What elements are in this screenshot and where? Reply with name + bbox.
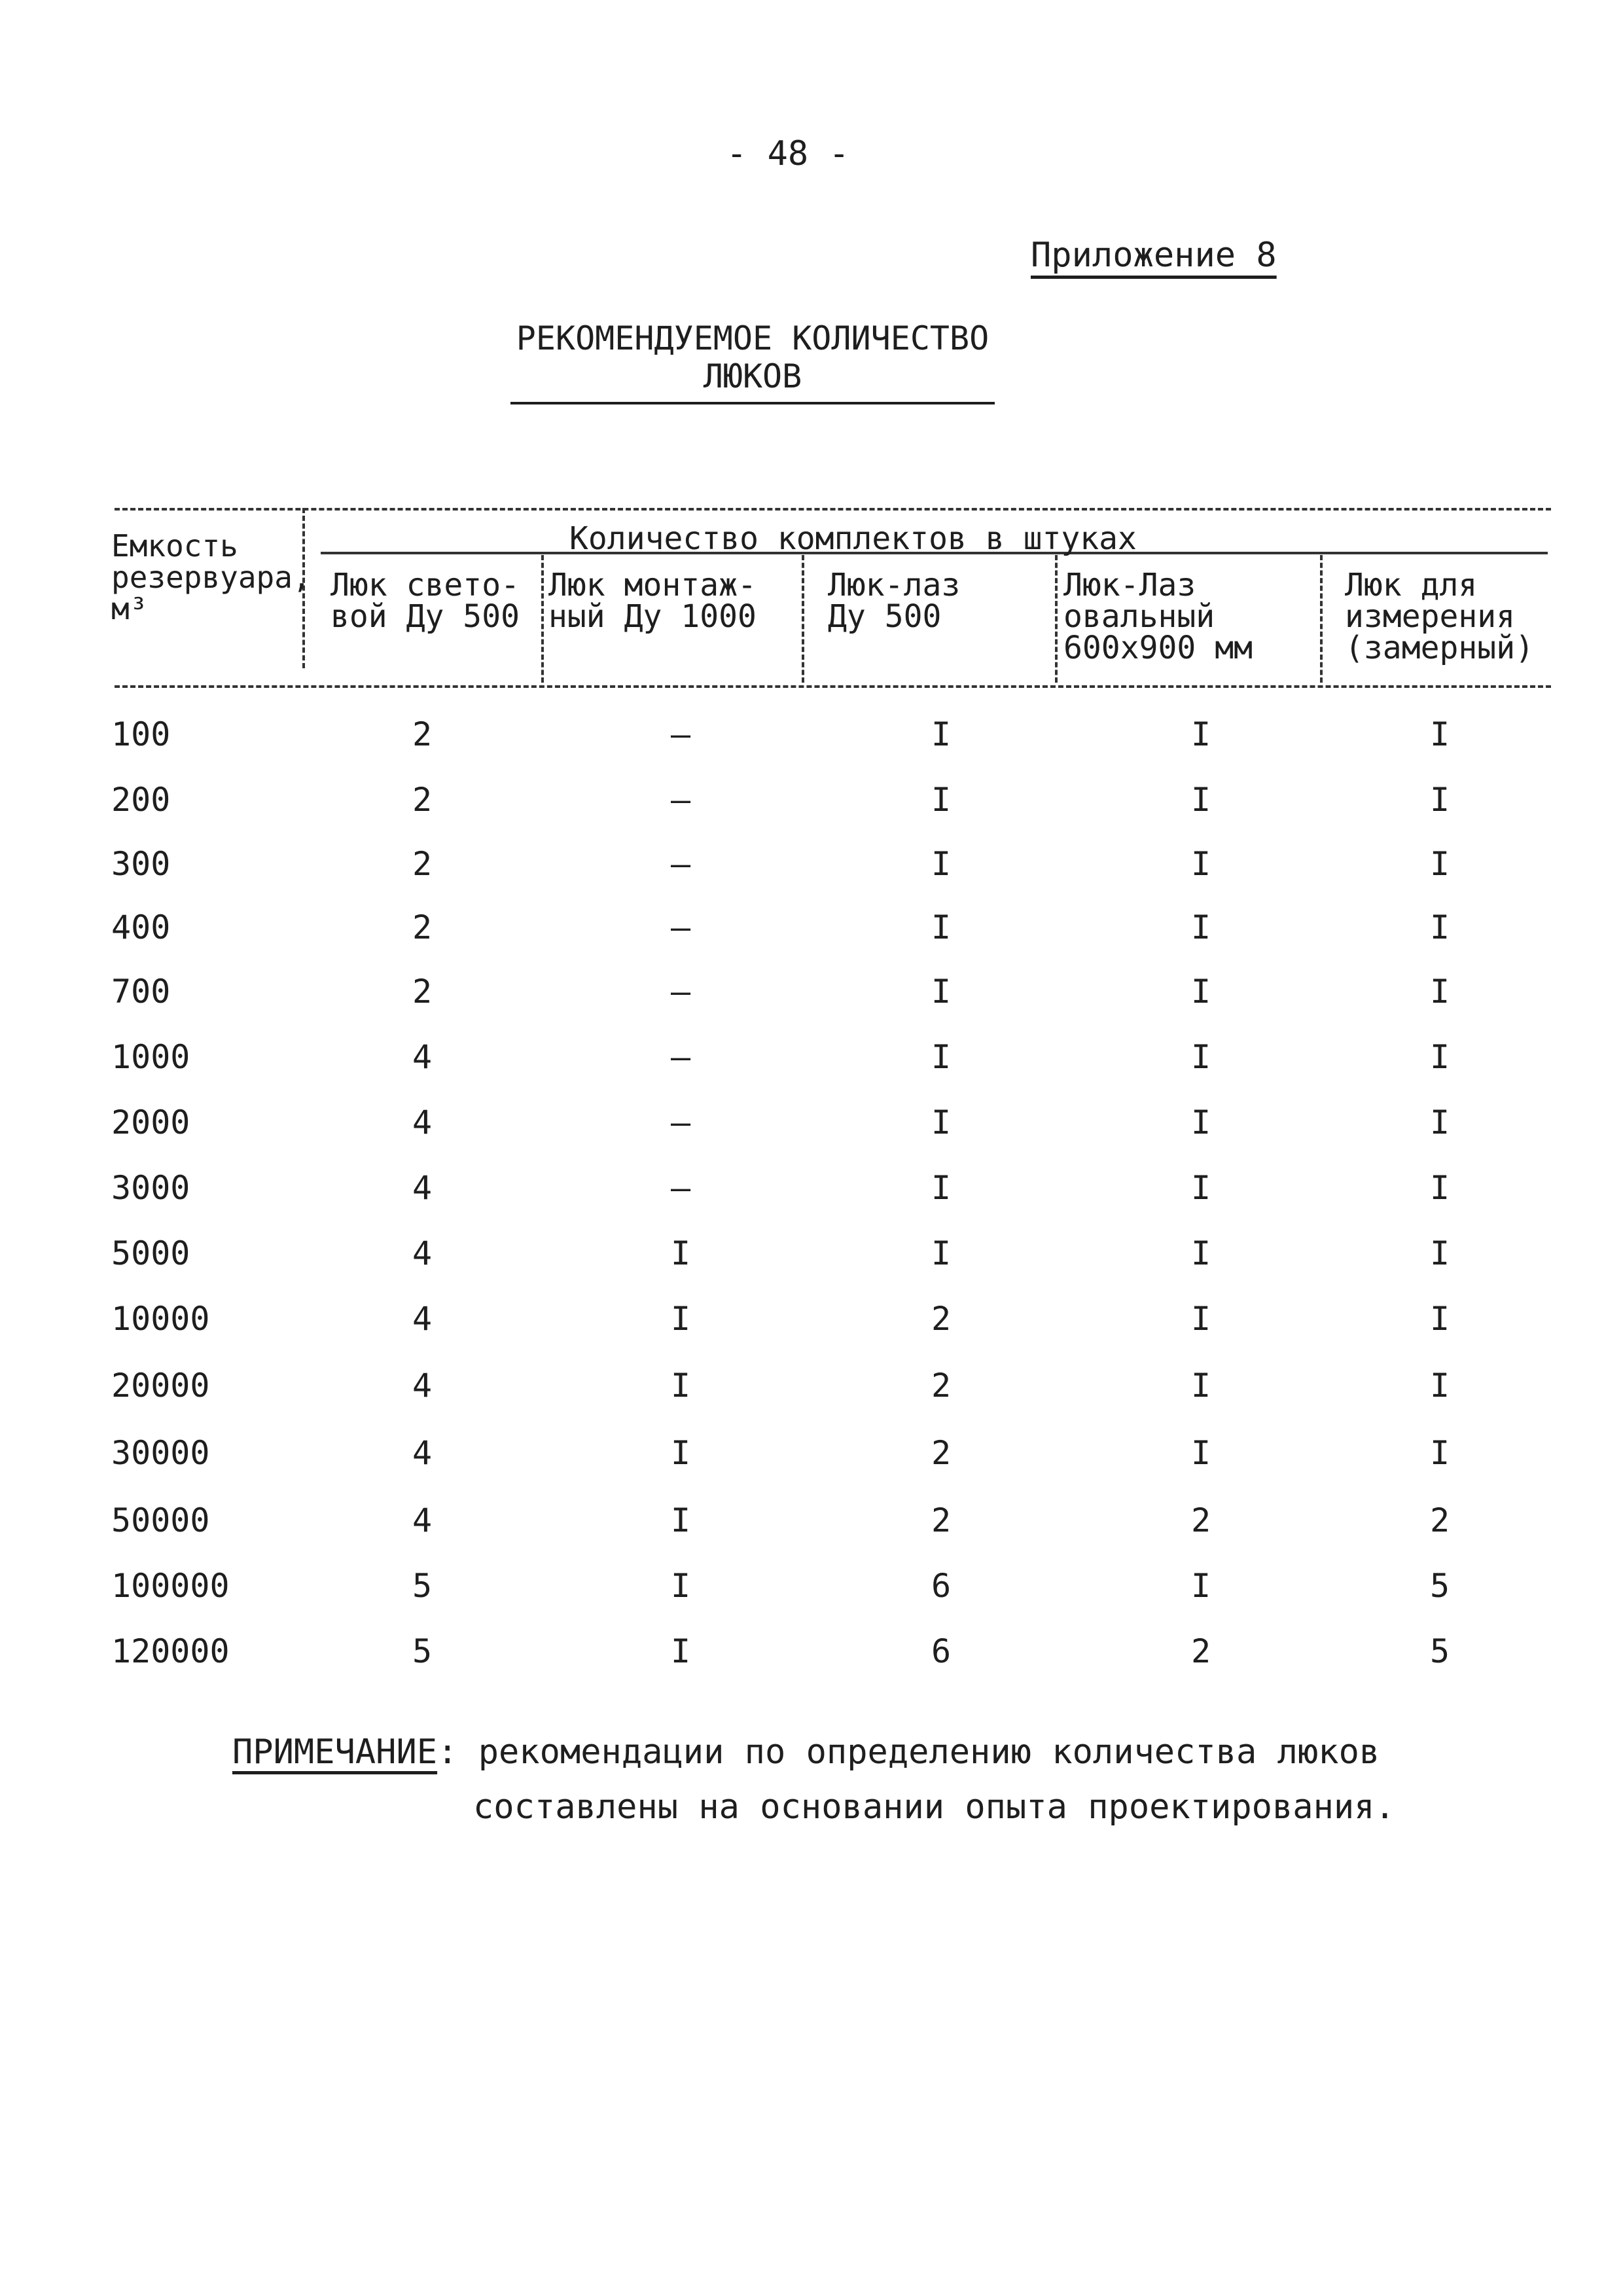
oval-manhole-cell: I: [1190, 1038, 1211, 1076]
capacity-cell: 1000: [111, 1038, 190, 1076]
note-block: [232, 1725, 1395, 1827]
manhole-cell: I: [931, 715, 952, 753]
mounting-hatch-cell: –: [670, 845, 691, 883]
manhole-cell: I: [931, 973, 952, 1011]
mounting-hatch-cell: –: [670, 1169, 691, 1207]
column-divider: [541, 555, 544, 683]
mounting-hatch-cell: I: [670, 1434, 691, 1472]
light-hatch-cell: 4: [412, 1038, 433, 1076]
manhole-cell: I: [931, 1103, 952, 1141]
table-row: [0, 1632, 1623, 1697]
mounting-hatch-cell: –: [670, 781, 691, 819]
gauging-hatch-cell: 5: [1429, 1632, 1450, 1670]
manhole-cell: I: [931, 1169, 952, 1207]
table-row: [0, 972, 1623, 1037]
light-hatch-cell: 5: [412, 1632, 433, 1670]
table-row: [0, 844, 1623, 910]
light-hatch-cell: 4: [412, 1103, 433, 1141]
mounting-hatch-cell: –: [670, 715, 691, 753]
oval-manhole-cell: I: [1190, 1434, 1211, 1472]
capacity-column-header: Емкость резервуара, м³: [111, 528, 311, 626]
oval-manhole-cell: 2: [1190, 1501, 1211, 1539]
mounting-hatch-cell: –: [670, 908, 691, 946]
gauging-hatch-cell: 5: [1429, 1567, 1450, 1605]
table-row: [0, 1103, 1623, 1168]
light-hatch-cell: 4: [412, 1434, 433, 1472]
gauging-hatch-cell: I: [1429, 1038, 1450, 1076]
quantity-group-header: Количество комплектов в штуках: [569, 520, 1137, 557]
manhole-cell: I: [931, 781, 952, 819]
gauging-hatch-cell: 2: [1429, 1501, 1450, 1539]
mounting-hatch-cell: I: [670, 1367, 691, 1405]
table-row: [0, 780, 1623, 846]
capacity-cell: 120000: [111, 1632, 230, 1670]
note-text-line-1: : рекомендации по определению количества люков: [437, 1732, 1380, 1772]
oval-manhole-cell: I: [1190, 973, 1211, 1011]
table-top-rule: [115, 508, 1551, 511]
manhole-cell: 6: [931, 1632, 952, 1670]
gauging-hatch-cell: I: [1429, 1169, 1450, 1207]
page-number: - 48 -: [726, 134, 849, 173]
oval-manhole-cell: I: [1190, 1169, 1211, 1207]
note-label: ПРИМЕЧАНИЕ: [232, 1732, 438, 1772]
table-row: [0, 1299, 1623, 1365]
table-row: [0, 1168, 1623, 1234]
gauging-hatch-cell: I: [1429, 1367, 1450, 1405]
manhole-cell: I: [931, 1234, 952, 1272]
light-hatch-cell: 5: [412, 1567, 433, 1605]
column-header-light-hatch: Люк свето- вой Ду 500: [330, 567, 520, 635]
table-row: [0, 1501, 1623, 1566]
column-header-manhole: Люк-лаз Ду 500: [828, 567, 961, 635]
mounting-hatch-cell: –: [670, 1103, 691, 1141]
gauging-hatch-cell: I: [1429, 845, 1450, 883]
capacity-cell: 20000: [111, 1367, 210, 1405]
oval-manhole-cell: I: [1190, 1567, 1211, 1605]
light-hatch-cell: 4: [412, 1234, 433, 1272]
note-text-line-2: составлены на основании опыта проектирования.: [473, 1787, 1395, 1827]
manhole-cell: 2: [931, 1367, 952, 1405]
capacity-cell: 3000: [111, 1169, 190, 1207]
manhole-cell: I: [931, 908, 952, 946]
gauging-hatch-cell: I: [1429, 1300, 1450, 1338]
light-hatch-cell: 4: [412, 1367, 433, 1405]
manhole-cell: I: [931, 845, 952, 883]
capacity-cell: 300: [111, 845, 171, 883]
column-divider: [1055, 555, 1058, 683]
capacity-cell: 200: [111, 781, 171, 819]
light-hatch-cell: 4: [412, 1300, 433, 1338]
oval-manhole-cell: I: [1190, 781, 1211, 819]
gauging-hatch-cell: I: [1429, 715, 1450, 753]
mounting-hatch-cell: I: [670, 1234, 691, 1272]
capacity-cell: 700: [111, 973, 171, 1011]
capacity-cell: 100000: [111, 1567, 230, 1605]
mounting-hatch-cell: I: [670, 1632, 691, 1670]
table-row: [0, 1234, 1623, 1299]
light-hatch-cell: 2: [412, 908, 433, 946]
capacity-cell: 10000: [111, 1300, 210, 1338]
column-header-gauging-hatch: Люк для измерения (замерный): [1345, 567, 1534, 666]
capacity-cell: 50000: [111, 1501, 210, 1539]
column-divider: [1320, 555, 1323, 683]
appendix-label: Приложение 8: [1031, 236, 1277, 275]
mounting-hatch-cell: –: [670, 973, 691, 1011]
mounting-hatch-cell: I: [670, 1300, 691, 1338]
mounting-hatch-cell: –: [670, 1038, 691, 1076]
table-row: [0, 1366, 1623, 1431]
gauging-hatch-cell: I: [1429, 1234, 1450, 1272]
mounting-hatch-cell: I: [670, 1501, 691, 1539]
light-hatch-cell: 4: [412, 1169, 433, 1207]
light-hatch-cell: 2: [412, 715, 433, 753]
table-row: [0, 1566, 1623, 1632]
manhole-cell: I: [931, 1038, 952, 1076]
gauging-hatch-cell: I: [1429, 1103, 1450, 1141]
capacity-cell: 400: [111, 908, 171, 946]
title-line-1: РЕКОМЕНДУЕМОЕ КОЛИЧЕСТВО: [516, 319, 990, 357]
column-header-mounting-hatch: Люк монтаж- ный Ду 1000: [548, 567, 757, 635]
capacity-cell: 2000: [111, 1103, 190, 1141]
gauging-hatch-cell: I: [1429, 908, 1450, 946]
oval-manhole-cell: I: [1190, 1367, 1211, 1405]
manhole-cell: 2: [931, 1501, 952, 1539]
manhole-cell: 6: [931, 1567, 952, 1605]
gauging-hatch-cell: I: [1429, 1434, 1450, 1472]
oval-manhole-cell: 2: [1190, 1632, 1211, 1670]
column-divider: [802, 555, 804, 683]
light-hatch-cell: 2: [412, 845, 433, 883]
document-title: [510, 319, 995, 404]
capacity-cell: 100: [111, 715, 171, 753]
table-row: [0, 908, 1623, 973]
manhole-cell: 2: [931, 1300, 952, 1338]
table-header-bottom-rule: [115, 685, 1551, 688]
capacity-cell: 30000: [111, 1434, 210, 1472]
gauging-hatch-cell: I: [1429, 973, 1450, 1011]
mounting-hatch-cell: I: [670, 1567, 691, 1605]
light-hatch-cell: 2: [412, 973, 433, 1011]
column-header-oval-manhole: Люк-Лаз овальный 600х900 мм: [1063, 567, 1253, 666]
oval-manhole-cell: I: [1190, 908, 1211, 946]
oval-manhole-cell: I: [1190, 1103, 1211, 1141]
table-row: [0, 1433, 1623, 1499]
light-hatch-cell: 2: [412, 781, 433, 819]
capacity-cell: 5000: [111, 1234, 190, 1272]
table-row: [0, 1037, 1623, 1103]
oval-manhole-cell: I: [1190, 1234, 1211, 1272]
oval-manhole-cell: I: [1190, 845, 1211, 883]
table-row: [0, 715, 1623, 780]
light-hatch-cell: 4: [412, 1501, 433, 1539]
title-line-2: ЛЮКОВ: [703, 357, 802, 395]
oval-manhole-cell: I: [1190, 1300, 1211, 1338]
manhole-cell: 2: [931, 1434, 952, 1472]
oval-manhole-cell: I: [1190, 715, 1211, 753]
gauging-hatch-cell: I: [1429, 781, 1450, 819]
